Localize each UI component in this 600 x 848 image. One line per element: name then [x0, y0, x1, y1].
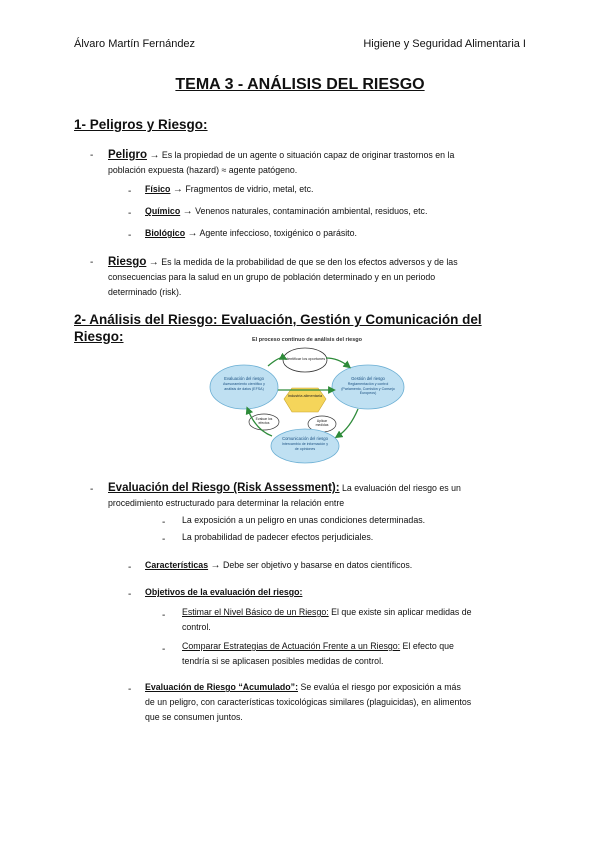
- risk-analysis-diagram: [208, 332, 406, 466]
- objetivo-1-line2: control.: [182, 622, 211, 632]
- evaluacion-definition: [108, 481, 528, 511]
- objetivo-2-line1: El efecto que: [402, 641, 454, 651]
- objetivo-1-line1: El que existe sin aplicar medidas de: [331, 607, 472, 617]
- objetivos-heading: [145, 585, 302, 600]
- communication-text: Intercambio de información y de opiniones: [281, 442, 329, 451]
- apply-measures-text-box: [310, 419, 334, 429]
- riesgo-term: Riesgo: [108, 256, 147, 268]
- biologico-text: Agente infeccioso, toxigénico o parásito.: [199, 228, 357, 238]
- bullet-dash: -: [128, 186, 132, 197]
- quimico-text: Venenos naturales, contaminación ambiental, residuos, etc.: [195, 206, 428, 216]
- arrow-icon: →: [149, 150, 160, 161]
- objetivo-2-line2: tendría si se aplicasen posibles medidas de control.: [182, 656, 384, 666]
- arrow-icon: [338, 409, 358, 436]
- riesgo-line2: consecuencias para la salud en un grupo de población determinado y en un periodo: [108, 272, 436, 282]
- objetivo-item-2: [182, 639, 532, 669]
- evaluate-effects-text: Evaluar los efectos: [255, 417, 273, 426]
- communication-text-box: [280, 442, 330, 456]
- acumulado-line2: de un peligro, con características toxicológicas similares (plaguicidas), en alimentos: [145, 697, 472, 707]
- evaluacion-subitem-1: La exposición a un peligro en unas condiciones determinadas.: [182, 515, 426, 525]
- type-quimico: [145, 204, 427, 219]
- bullet-dash: -: [128, 230, 132, 241]
- fisico-text: Fragmentos de vidrio, metal, etc.: [185, 184, 314, 194]
- bullet-dash: -: [128, 208, 132, 219]
- bullet-dash: -: [162, 644, 166, 655]
- objetivos-term: Objetivos de la evaluación del riesgo:: [145, 587, 303, 597]
- evaluation-text-box: [218, 382, 270, 404]
- identify-text: Identificar los oportunes: [284, 357, 326, 361]
- objetivo-1-label: Estimar el Nivel Básico de un Riesgo:: [182, 607, 329, 617]
- communication-title: Comunicación del riesgo: [282, 436, 328, 441]
- bullet-dash: -: [90, 150, 94, 161]
- arrow-icon: →: [210, 560, 221, 571]
- peligro-line2: población expuesta (hazard) ≈ agente patógeno.: [108, 165, 298, 175]
- diagram-title: El proceso continuo de análisis del riesgo: [251, 337, 363, 343]
- acumulado-line1: Se evalúa el riesgo por exposición a más: [300, 682, 461, 692]
- peligro-term: Peligro: [108, 149, 147, 161]
- acumulado-item: [145, 680, 535, 725]
- arrow-icon: →: [182, 206, 193, 217]
- bullet-dash: -: [128, 684, 132, 695]
- fisico-term: Físico: [145, 184, 171, 194]
- evaluation-text: Asesoramiento científico y análisis de datos (EFSA): [223, 382, 265, 391]
- bullet-dash: -: [90, 484, 94, 495]
- riesgo-definition: [108, 255, 528, 300]
- caracteristicas-item: [145, 558, 412, 573]
- management-text-box: [341, 382, 395, 404]
- arrow-icon: →: [148, 257, 159, 268]
- section2-heading-line1: 2- Análisis del Riesgo: Evaluación, Gestión y Comunicación del: [74, 312, 482, 327]
- peligro-line1: Es la propiedad de un agente o situación capaz de originar trastornos en la: [161, 150, 455, 160]
- management-text: Reglamentación y control (Parlamento, Comisión y Consejo Europeos): [341, 382, 395, 395]
- riesgo-line3: determinado (risk).: [108, 287, 182, 297]
- arrow-icon: →: [187, 228, 198, 239]
- page-title: TEMA 3 - ANÁLISIS DEL RIESGO: [175, 76, 425, 93]
- section2-heading-line2: Riesgo:: [74, 329, 124, 344]
- type-biologico: [145, 226, 357, 241]
- apply-measures-text: Aplicar medidas: [315, 419, 329, 428]
- evaluacion-subitem-2: La probabilidad de padecer efectos perjudiciales.: [182, 532, 374, 542]
- management-title: Gestión del riesgo: [351, 376, 385, 381]
- bullet-dash: -: [90, 257, 94, 268]
- objetivo-2-label: Comparar Estrategias de Actuación Frente a un Riesgo:: [182, 641, 401, 651]
- arrow-icon: [326, 358, 348, 366]
- quimico-term: Químico: [145, 206, 181, 216]
- peligro-definition: [108, 148, 528, 178]
- section1-heading: 1- Peligros y Riesgo:: [74, 117, 208, 132]
- evaluacion-line2: procedimiento estructurado para determinar la relación entre: [108, 498, 345, 508]
- bullet-dash: -: [162, 610, 166, 621]
- biologico-term: Biológico: [145, 228, 186, 238]
- evaluation-title: Evaluación del riesgo: [224, 376, 264, 381]
- arrow-icon: →: [172, 184, 183, 195]
- course-name: Higiene y Seguridad Alimentaria I: [363, 38, 526, 50]
- acumulado-line3: que se consumen juntos.: [145, 712, 243, 722]
- caracteristicas-term: Características: [145, 560, 209, 570]
- arrow-icon: [268, 358, 284, 366]
- bullet-dash: -: [162, 534, 166, 545]
- evaluacion-line1: La evaluación del riesgo es un: [342, 483, 461, 493]
- bullet-dash: -: [128, 589, 132, 600]
- industry-text-box: [286, 394, 324, 408]
- type-fisico: [145, 182, 313, 197]
- author-name: Álvaro Martín Fernández: [74, 38, 196, 50]
- bullet-dash: -: [128, 562, 132, 573]
- bullet-dash: -: [162, 517, 166, 528]
- caracteristicas-text: Debe ser objetivo y basarse en datos científicos.: [223, 560, 413, 570]
- riesgo-line1: Es la medida de la probabilidad de que se den los efectos adversos y de las: [161, 257, 458, 267]
- evaluacion-term: Evaluación del Riesgo (Risk Assessment):: [108, 482, 340, 494]
- acumulado-term: Evaluación de Riesgo “Acumulado”:: [145, 682, 298, 692]
- objetivo-item-1: [182, 605, 532, 635]
- industry-text: Industria alimentaria: [287, 394, 323, 398]
